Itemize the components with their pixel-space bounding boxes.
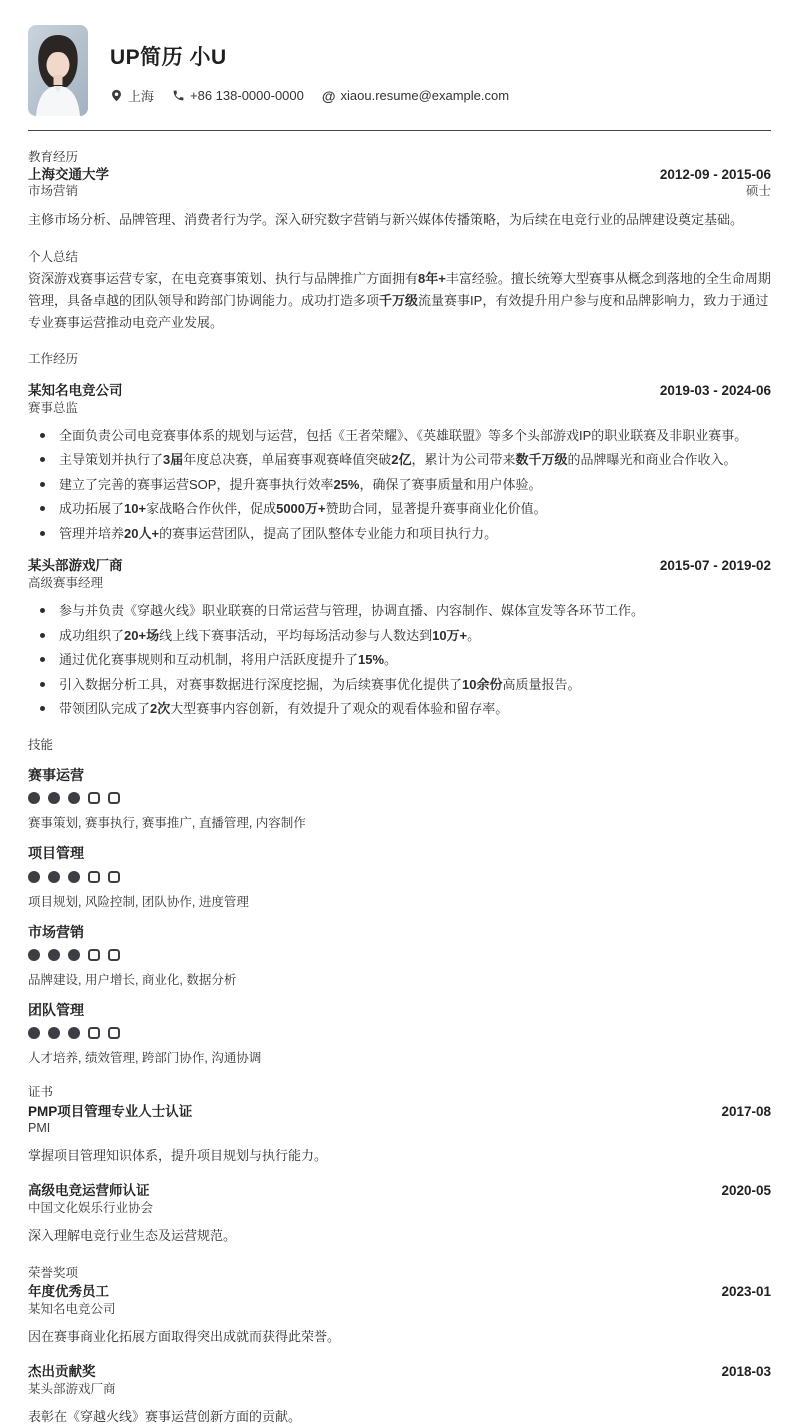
bullet-dot xyxy=(40,608,45,613)
bullet-dot xyxy=(40,506,45,511)
award-head xyxy=(28,1283,771,1301)
skill-name: 项目管理 xyxy=(28,845,84,862)
skill-name: 市场营销 xyxy=(28,923,84,940)
skill-name: 赛事运营 xyxy=(28,767,84,784)
summary-paragraph: 资深游戏赛事运营专家，在电竞赛事策划、执行与品牌推广方面拥有8年+丰富经验。擅长统筹大型赛事从概念到落地的全生命周期管理，具备卓越的团队领导和跨部门协调能力。成功打造多项千万级流量赛事IP，有效提升用户参与度和品牌影响力，致力于通过专业赛事运营推动电竞产业发展。 xyxy=(28,270,771,330)
award-description: 表彰在《穿越火线》赛事运营创新方面的贡献。 xyxy=(28,1408,302,1424)
bullet-dot xyxy=(40,531,45,536)
header-divider xyxy=(28,130,771,131)
section-label: 证书 xyxy=(28,1084,54,1099)
skill-dot-filled xyxy=(48,871,60,883)
skill-entry xyxy=(28,844,771,909)
skill-dot-filled xyxy=(68,949,80,961)
phone-text: +86 138-0000-0000 xyxy=(190,88,304,103)
bullet-dot xyxy=(40,682,45,687)
certificate-entry xyxy=(28,1182,771,1247)
skill-entry xyxy=(28,923,771,988)
bullet-text: 通过优化赛事规则和互动机制，将用户活跃度提升了15%。 xyxy=(59,652,398,668)
job-head xyxy=(28,557,771,575)
certificate-entry xyxy=(28,1103,771,1168)
page-title: UP简历 小U xyxy=(110,46,227,69)
section-label: 教育经历 xyxy=(28,150,79,164)
bullet-item xyxy=(28,626,771,646)
section-label: 工作经历 xyxy=(28,352,79,367)
education-description: 主修市场分析、品牌管理、消费者行为学。深入研究数字营销与新兴媒体传播策略，为后续在电竞行业的品牌建设奠定基础。 xyxy=(28,212,744,228)
skill-dot-empty xyxy=(88,1027,100,1039)
skill-dot-filled xyxy=(48,1027,60,1039)
skill-dot-filled xyxy=(28,949,40,961)
avatar-illustration xyxy=(28,25,88,116)
phone-icon xyxy=(172,89,185,102)
bullet-text: 管理并培养20人+的赛事运营团队，提高了团队整体专业能力和项目执行力。 xyxy=(59,525,498,541)
location-pin-icon xyxy=(110,89,123,102)
skill-dot-filled xyxy=(48,949,60,961)
company-name: 某头部游戏厂商 xyxy=(28,558,123,574)
skill-dot-filled xyxy=(28,871,40,883)
contact-row xyxy=(110,86,509,105)
bullet-dot xyxy=(40,457,45,462)
school-name: 上海交通大学 xyxy=(28,166,109,182)
award-date: 2018-03 xyxy=(721,1364,771,1380)
contact-email xyxy=(322,88,509,103)
job-bullets xyxy=(28,426,771,544)
bullet-dot xyxy=(40,433,45,438)
major-name: 市场营销 xyxy=(28,184,79,199)
job-entry xyxy=(28,557,771,718)
bullet-item xyxy=(28,601,771,621)
at-icon: @ xyxy=(321,87,336,104)
certificate-description: 深入理解电竞行业生态及运营规范。 xyxy=(28,1228,237,1243)
bullet-dot xyxy=(40,657,45,662)
bullet-text: 参与并负责《穿越火线》职业联赛的日常运营与管理，协调直播、内容制作、媒体宣发等各环节工作。 xyxy=(59,603,645,619)
certificate-name: 高级电竞运营师认证 xyxy=(28,1183,150,1199)
education-sub xyxy=(28,183,771,199)
bullet-dot xyxy=(40,482,45,487)
bullet-text: 主导策划并执行了3届年度总决赛，单届赛事观赛峰值突破2亿，累计为公司带来数千万级的品牌曝光和商业合作收入。 xyxy=(59,452,737,468)
certificate-issuer-text: 中国文化娱乐行业协会 xyxy=(28,1200,154,1215)
bullet-text: 成功组织了20+场线上线下赛事活动，平均每场活动参与人数达到10万+。 xyxy=(59,627,481,643)
education-date: 2012-09 - 2015-06 xyxy=(659,166,771,182)
bullet-item xyxy=(28,524,771,544)
section-label: 个人总结 xyxy=(28,250,79,265)
section-skills xyxy=(28,738,771,1066)
job-head xyxy=(28,382,771,400)
section-work xyxy=(28,352,771,718)
skill-keywords: 品牌建设, 用户增长, 商业化, 数据分析 xyxy=(28,972,237,987)
skill-level-dots xyxy=(28,949,771,961)
award-head xyxy=(28,1363,771,1381)
skill-level-dots xyxy=(28,871,771,883)
bullet-item xyxy=(28,499,771,519)
certificate-date: 2020-05 xyxy=(721,1183,771,1199)
award-date: 2023-01 xyxy=(721,1284,771,1300)
skill-dot-empty xyxy=(108,792,120,804)
section-label: 荣誉奖项 xyxy=(28,1265,79,1280)
skill-dot-empty xyxy=(88,871,100,883)
section-label: 技能 xyxy=(28,737,54,752)
bullet-item xyxy=(28,450,771,470)
skill-keywords: 项目规划, 风险控制, 团队协作, 进度管理 xyxy=(28,894,249,909)
skill-entry xyxy=(28,766,771,831)
award-issuer xyxy=(28,1381,771,1397)
header-info xyxy=(110,25,509,105)
job-date: 2015-07 - 2019-02 xyxy=(659,558,771,574)
certificate-issuer-text: PMI xyxy=(28,1121,51,1136)
bullet-text: 带领团队完成了2次大型赛事内容创新，有效提升了观众的观看体验和留存率。 xyxy=(59,701,509,717)
bullet-text: 成功拓展了10+家战略合作伙伴，促成5000万+赞助合同，显著提升赛事商业化价值。 xyxy=(59,501,547,517)
section-awards xyxy=(28,1266,771,1428)
bullet-item xyxy=(28,426,771,446)
bullet-item xyxy=(28,650,771,670)
bullet-item xyxy=(28,699,771,719)
certificate-name: PMP项目管理专业人士认证 xyxy=(28,1103,193,1119)
award-issuer xyxy=(28,1301,771,1317)
job-title xyxy=(28,400,771,416)
bullet-item xyxy=(28,675,771,695)
contact-location xyxy=(110,86,154,105)
job-entry xyxy=(28,382,771,543)
skill-name: 团队管理 xyxy=(28,1001,84,1018)
skill-dot-empty xyxy=(88,792,100,804)
bullet-text: 全面负责公司电竞赛事体系的规划与运营，包括《王者荣耀》、《英雄联盟》等多个头部游戏IP的职业联赛及非职业赛事。 xyxy=(59,427,748,443)
job-title-text: 赛事总监 xyxy=(28,400,79,415)
bullet-dot xyxy=(40,633,45,638)
award-issuer-text: 某头部游戏厂商 xyxy=(28,1381,116,1396)
certificate-issuer xyxy=(28,1200,771,1216)
skill-keywords: 人才培养, 绩效管理, 跨部门协作, 沟通协调 xyxy=(28,1050,262,1065)
certificate-description: 掌握项目管理知识体系，提升项目规划与执行能力。 xyxy=(28,1148,328,1164)
location-text: 上海 xyxy=(128,89,155,104)
bullet-text: 引入数据分析工具，对赛事数据进行深度挖掘，为后续赛事优化提供了10余份高质量报告。 xyxy=(59,676,581,692)
section-certificates xyxy=(28,1085,771,1247)
award-description: 因在赛事商业化拓展方面取得突出成就而获得此荣誉。 xyxy=(28,1329,341,1345)
avatar xyxy=(28,25,88,116)
skill-dot-filled xyxy=(28,1027,40,1039)
skill-dot-empty xyxy=(108,871,120,883)
education-head xyxy=(28,166,771,184)
award-name: 年度优秀员工 xyxy=(28,1284,109,1300)
skill-level-dots xyxy=(28,1027,771,1039)
skill-dot-filled xyxy=(68,792,80,804)
award-issuer-text: 某知名电竞公司 xyxy=(28,1302,116,1316)
skill-dot-filled xyxy=(48,792,60,804)
certificate-head xyxy=(28,1103,771,1121)
degree-name: 硕士 xyxy=(745,184,771,199)
skill-dot-filled xyxy=(68,871,80,883)
award-entry xyxy=(28,1363,771,1428)
job-title xyxy=(28,575,771,591)
email-text: xiaou.resume@example.com xyxy=(340,88,510,103)
section-education xyxy=(28,150,771,231)
certificate-head xyxy=(28,1182,771,1200)
award-name: 杰出贡献奖 xyxy=(28,1364,96,1380)
section-summary xyxy=(28,250,771,333)
bullet-dot xyxy=(40,706,45,711)
skill-level-dots xyxy=(28,792,771,804)
skill-dot-empty xyxy=(88,949,100,961)
company-name: 某知名电竞公司 xyxy=(28,382,123,398)
certificate-issuer xyxy=(28,1120,771,1136)
skill-dot-filled xyxy=(28,792,40,804)
skill-dot-filled xyxy=(68,1027,80,1039)
skill-dot-empty xyxy=(108,949,120,961)
skill-keywords: 赛事策划, 赛事执行, 赛事推广, 直播管理, 内容制作 xyxy=(28,816,306,831)
certificate-date: 2017-08 xyxy=(721,1103,771,1119)
award-entry xyxy=(28,1283,771,1348)
resume-header xyxy=(28,25,771,116)
skill-dot-empty xyxy=(108,1027,120,1039)
bullet-text: 建立了完善的赛事运营SOP，提升赛事执行效率25%，确保了赛事质量和用户体验。 xyxy=(59,476,542,492)
job-bullets xyxy=(28,601,771,719)
contact-phone xyxy=(172,88,304,103)
bullet-item xyxy=(28,475,771,495)
skill-entry xyxy=(28,1001,771,1066)
job-title-text: 高级赛事经理 xyxy=(28,575,104,590)
job-date: 2019-03 - 2024-06 xyxy=(659,382,771,398)
